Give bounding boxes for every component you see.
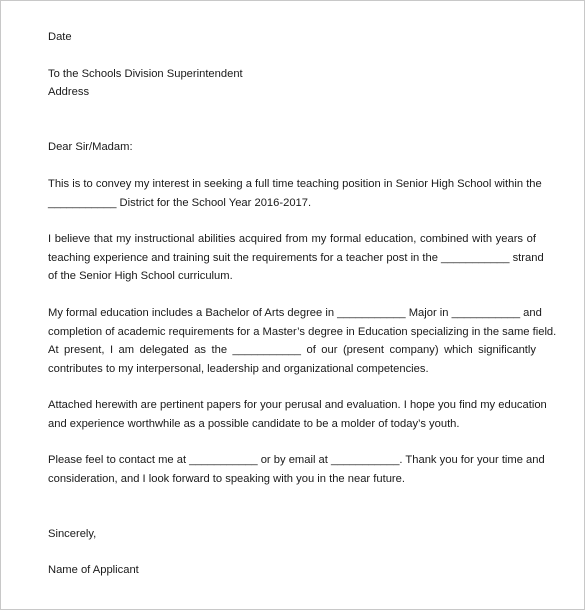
paragraph-line: My formal education includes a Bachelor of Arts degree in ___________ Major in ___________ and [48, 307, 542, 319]
paragraph-line: and experience worthwhile as a possible candidate to be a molder of today’s youth. [48, 417, 460, 430]
paragraph-line: I believe that my instructional abilities acquired from my formal education, combined with years of [48, 233, 536, 245]
paragraph-attachments [48, 396, 547, 433]
closing: Sincerely, [48, 528, 97, 540]
paragraph-line: ___________ District for the School Year 2016-2017. [48, 196, 312, 209]
paragraph-line: of the Senior High School curriculum. [48, 270, 233, 282]
paragraph-line: Attached herewith are pertinent papers for your perusal and evaluation. I hope you find my education [48, 399, 547, 411]
paragraph-contact [48, 451, 545, 488]
recipient-line: To the Schools Division Superintendent [48, 68, 243, 80]
paragraph-line: consideration, and I look forward to speaking with you in the near future. [48, 472, 405, 485]
signature-name: Name of Applicant [48, 564, 139, 576]
date-line: Date [48, 31, 72, 43]
paragraph-line: This is to convey my interest in seeking a full time teaching position in Senior High School within the [48, 178, 542, 190]
paragraph-line: At present, I am delegated as the ___________ of our (present company) which significantly [48, 344, 536, 356]
paragraph-abilities [48, 230, 544, 286]
paragraph-line: Please feel to contact me at ___________ or by email at ___________. Thank you for your time and [48, 454, 545, 466]
salutation: Dear Sir/Madam: [48, 141, 133, 153]
paragraph-interest [48, 175, 542, 212]
paragraph-education [48, 304, 557, 378]
paragraph-line: completion of academic requirements for a Master’s degree in Education specializing in the same field. [48, 325, 557, 338]
paragraph-line: contributes to my interpersonal, leadership and organizational competencies. [48, 362, 429, 375]
paragraph-line: teaching experience and training suit the requirements for a teacher post in the ___________ strand [48, 251, 544, 264]
address-line: Address [48, 86, 90, 98]
